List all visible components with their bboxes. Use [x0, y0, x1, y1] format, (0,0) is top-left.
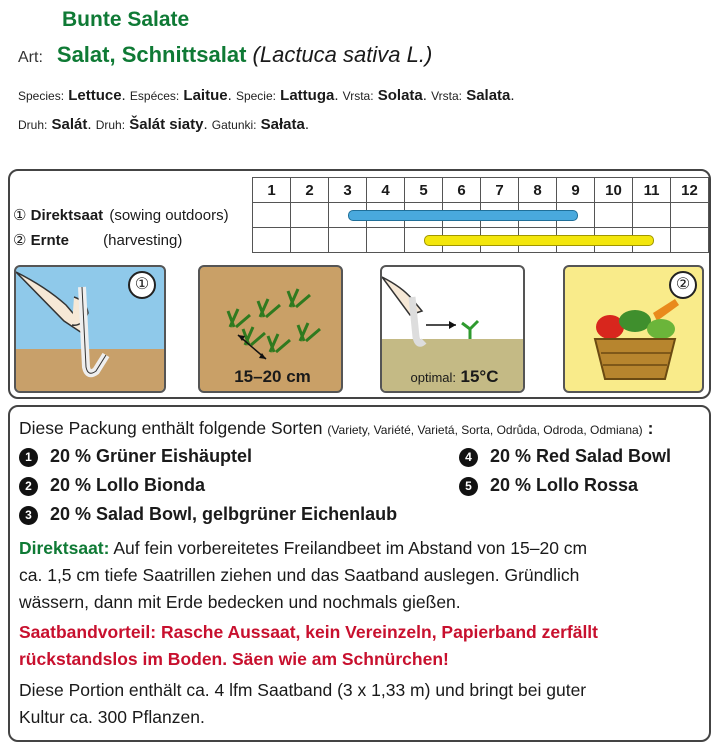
month-cell: 3	[329, 178, 367, 203]
spacing-label: 15–20 cm	[234, 367, 311, 386]
species-value: Lettuce	[68, 87, 122, 104]
species-value: Sałata	[260, 116, 305, 133]
vorteil-line-2: rückstandslos im Boden. Säen wie am Schnürchen!	[19, 649, 449, 669]
species-value: Salát	[51, 116, 88, 133]
harvest-period-bar	[424, 235, 654, 246]
species-label: Druh:	[95, 118, 126, 132]
species-value: Salata	[466, 87, 511, 104]
species-label: Druh:	[18, 118, 48, 132]
step-marker: ②	[669, 271, 697, 299]
direktsaat-line-1: Direktsaat: Auf fein vorbereitetes Freilandbeet im Abstand von 15–20 cm	[19, 538, 588, 558]
step-marker: ①	[128, 271, 156, 299]
vorteil-line-1: Saatbandvorteil: Rasche Aussaat, kein Vereinzeln, Papierband zerfällt	[19, 622, 598, 642]
species-label: Vrsta:	[431, 89, 463, 103]
product-title: Bunte Salate	[62, 8, 190, 31]
panel-harvest	[563, 265, 704, 393]
temperature-label: optimal: 15°C	[410, 367, 499, 386]
portion-line-2: Kultur ca. 300 Pflanzen.	[19, 707, 205, 727]
species-line-2: Druh: Salát. Druh: Šalát siaty. Gatunki: Sałata.	[18, 116, 310, 133]
panel-temperature	[380, 265, 525, 393]
panel-spacing	[198, 265, 343, 393]
art-label: Art:	[18, 49, 43, 66]
number-bullet-icon: 3	[19, 506, 38, 525]
direktsaat-line-3: wässern, dann mit Erde bedecken und nochmals gießen.	[19, 592, 461, 612]
species-label: Gatunki:	[211, 118, 257, 132]
row-label-ernte: ② Ernte (harvesting)	[13, 232, 183, 249]
row-label-direktsaat: ① Direktsaat (sowing outdoors)	[13, 207, 229, 224]
species-value: Solata	[377, 87, 423, 104]
month-cell: 12	[671, 178, 709, 203]
species-value: Šalát siaty	[129, 116, 204, 133]
month-cell: 7	[481, 178, 519, 203]
variety-item: 5 20 % Lollo Rossa	[459, 475, 638, 496]
variety-item: 4 20 % Red Salad Bowl	[459, 446, 671, 467]
variety-item: 2 20 % Lollo Bionda	[19, 475, 205, 496]
number-bullet-icon: 1	[19, 448, 38, 467]
art-row	[18, 42, 432, 68]
species-value: Lattuga	[280, 87, 335, 104]
variety-item: 3 20 % Salad Bowl, gelbgrüner Eichenlaub	[19, 504, 397, 525]
month-cell: 1	[253, 178, 291, 203]
species-label: Species:	[18, 89, 65, 103]
species-value: Laitue	[183, 87, 228, 104]
month-cell: 6	[443, 178, 481, 203]
species-line-1: Species: Lettuce. Espéces: Laitue. Specie: Lattuga. Vrsta: Solata. Vrsta: Salata.	[18, 87, 515, 104]
month-cell: 8	[519, 178, 557, 203]
month-cell: 5	[405, 178, 443, 203]
number-bullet-icon: 2	[19, 477, 38, 496]
varieties-intro: Diese Packung enthält folgende Sorten (Variety, Variété, Varietá, Sorta, Odrůda, Odroda, Odmiana) :	[19, 418, 654, 438]
month-cell: 2	[291, 178, 329, 203]
art-name: Salat, Schnittsalat	[56, 42, 247, 67]
sowing-period-bar	[348, 210, 578, 221]
number-bullet-icon: 4	[459, 448, 478, 467]
species-label: Vrsta:	[342, 89, 374, 103]
direktsaat-line-2: ca. 1,5 cm tiefe Saatrillen ziehen und das Saatband auslegen. Gründlich	[19, 565, 580, 585]
species-label: Specie:	[235, 89, 276, 103]
species-label: Espéces:	[129, 89, 180, 103]
number-bullet-icon: 5	[459, 477, 478, 496]
month-cell: 11	[633, 178, 671, 203]
variety-item: 1 20 % Grüner Eishäuptel	[19, 446, 252, 467]
month-cell: 9	[557, 178, 595, 203]
panel-sowing	[14, 265, 166, 393]
month-cell: 10	[595, 178, 633, 203]
portion-line-1: Diese Portion enthält ca. 4 lfm Saatband (3 x 1,33 m) und bringt bei guter	[19, 680, 587, 700]
art-latin: (Lactuca sativa L.)	[252, 42, 433, 67]
month-cell: 4	[367, 178, 405, 203]
